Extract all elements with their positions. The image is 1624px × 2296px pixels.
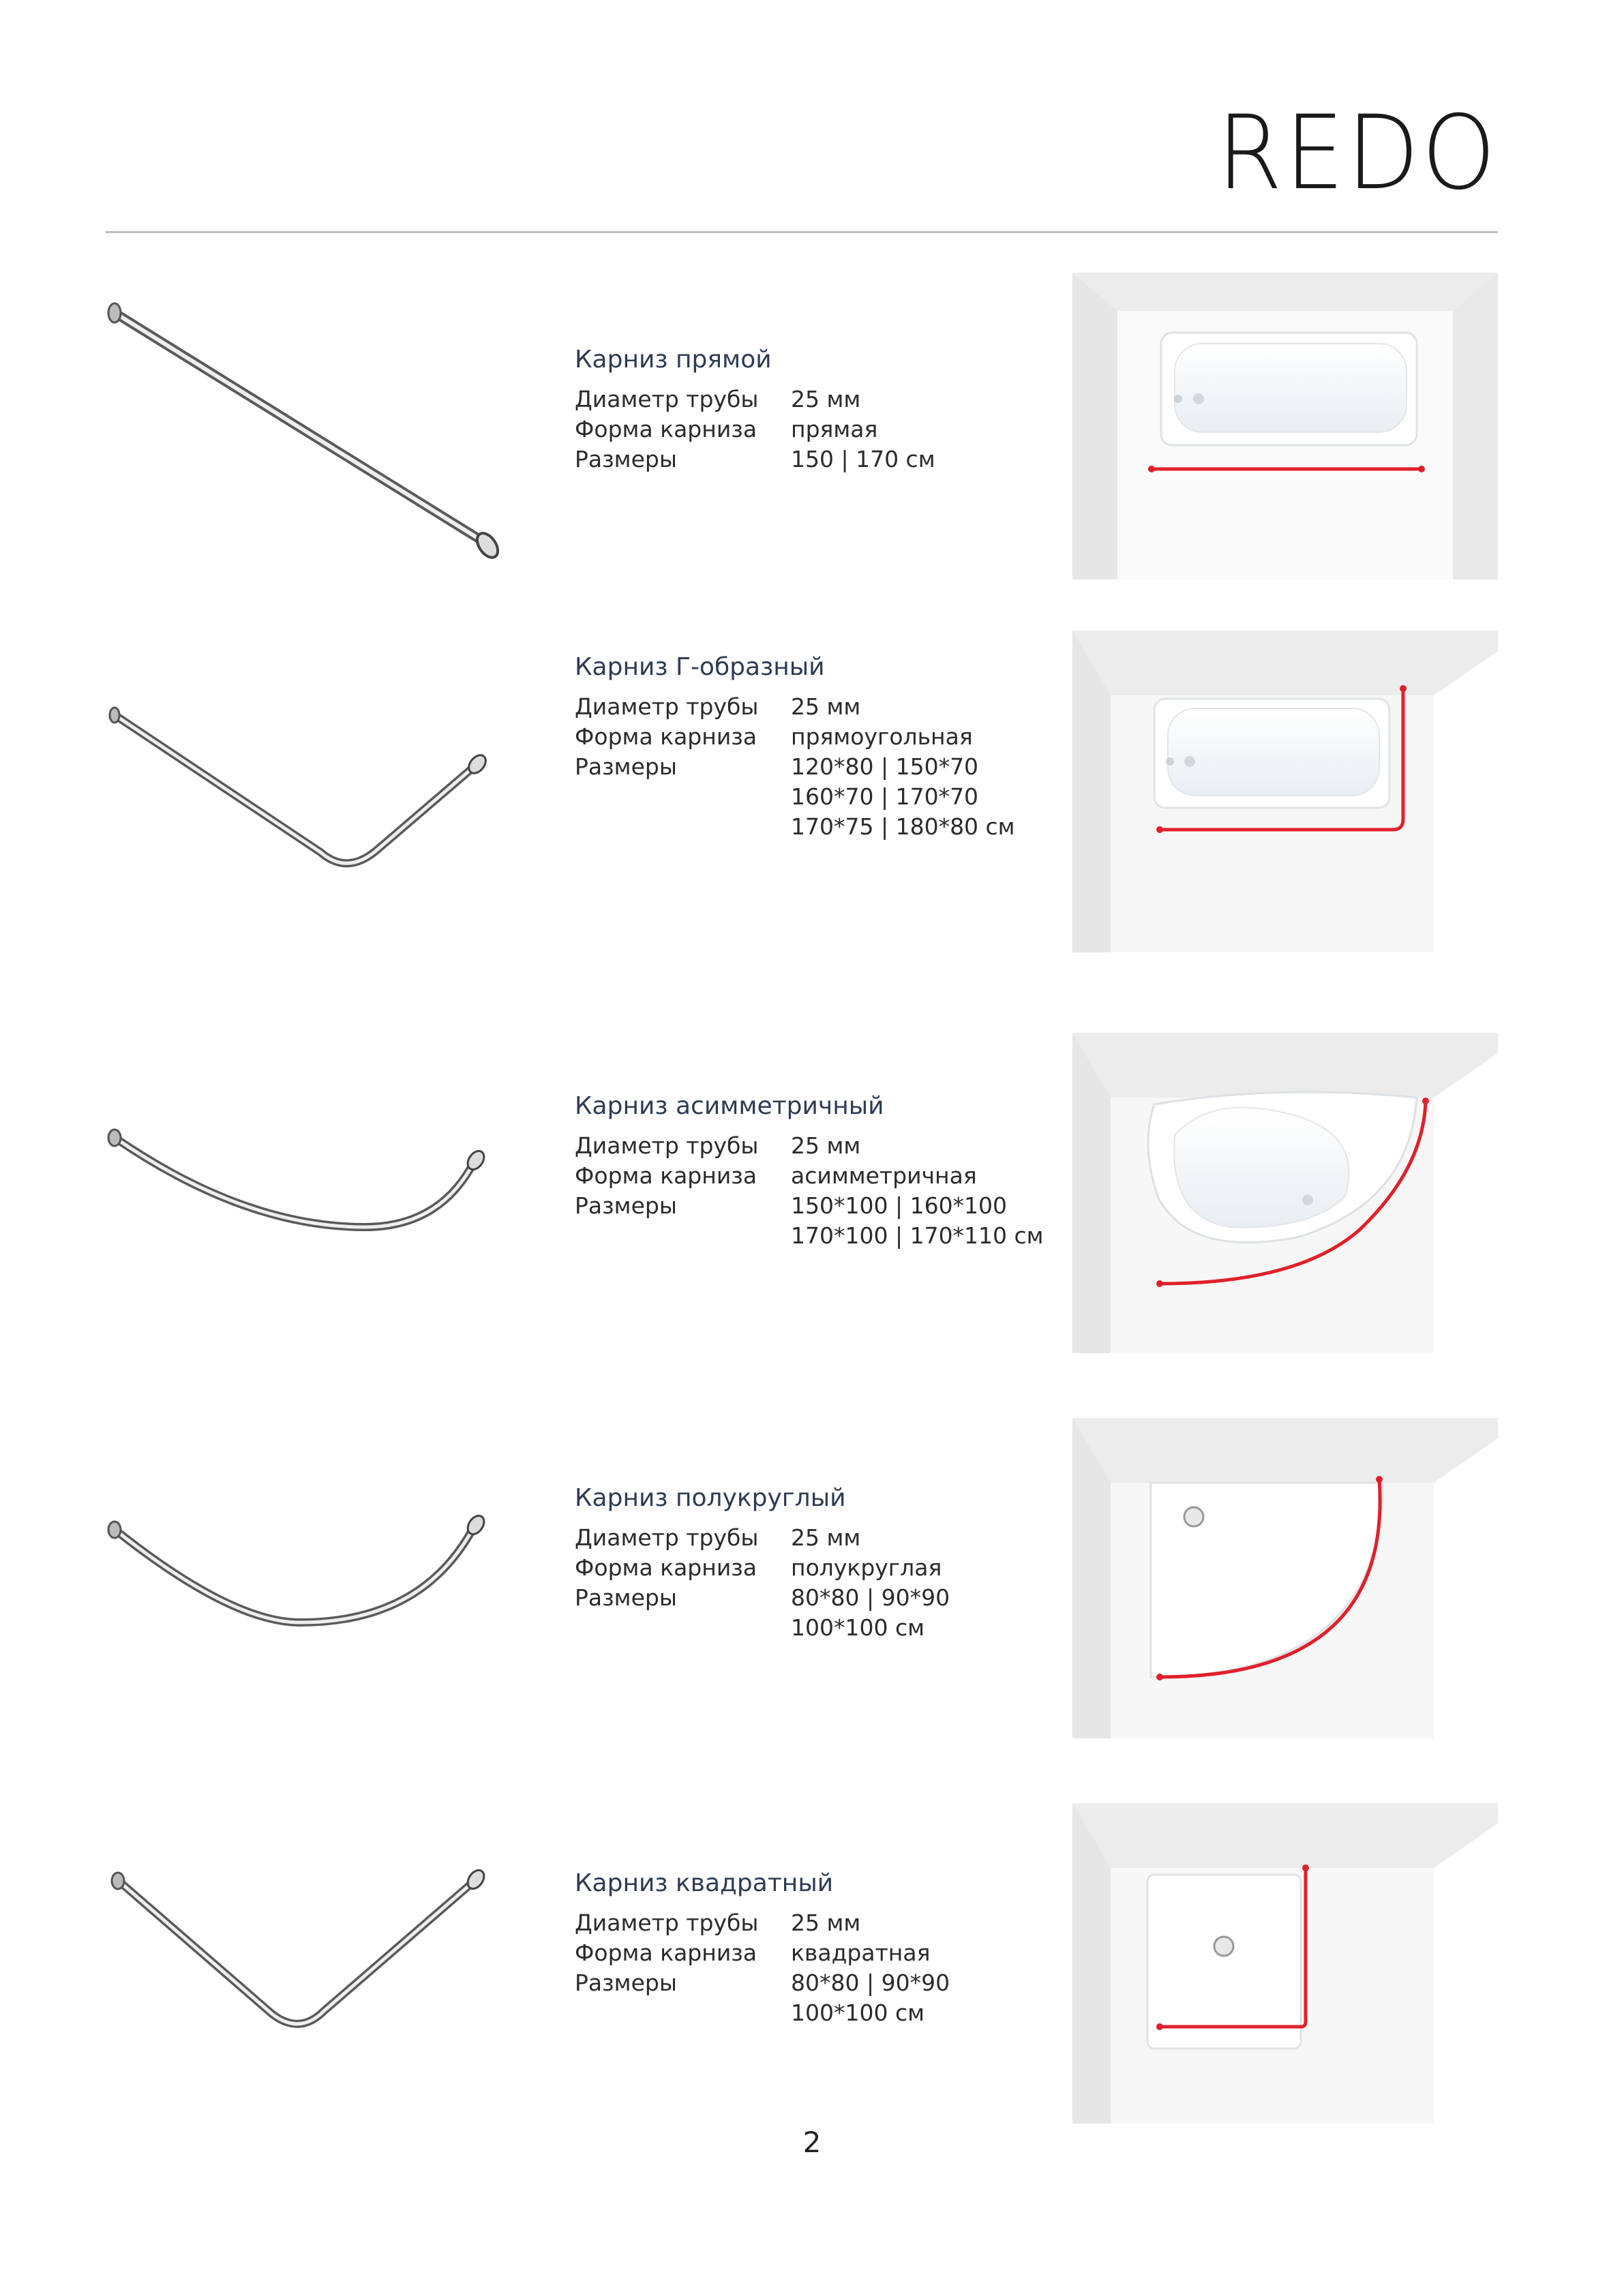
product-straight [0, 273, 1624, 627]
quarter-round-tray-plan [1072, 1418, 1498, 1738]
page-number: 2 [802, 2126, 822, 2159]
product-specs [575, 692, 1093, 842]
semicircular-rod-icon [95, 1479, 532, 1820]
spec-label-shape: Форма карниза [575, 416, 757, 442]
product-title: Карниз квадратный [575, 1869, 834, 1897]
spec-value-sizes: 80*80 | 90*90 [791, 1969, 950, 1996]
spec-value-sizes: 80*80 | 90*90 [791, 1584, 950, 1611]
product-specs [575, 1131, 1093, 1251]
spec-value-diameter: 25 мм [791, 386, 861, 412]
spec-label-sizes: Размеры [575, 1192, 677, 1219]
spec-label-shape: Форма карниза [575, 1554, 757, 1581]
spec-value-sizes: 120*80 | 150*70 [791, 753, 979, 780]
spec-value-diameter: 25 мм [791, 1909, 861, 1936]
spec-label-shape: Форма карниза [575, 723, 757, 750]
asymmetric-bath-plan [1072, 1033, 1498, 1353]
spec-value-shape: асимметричная [791, 1162, 977, 1189]
spec-label-diameter: Диаметр трубы [575, 1132, 759, 1159]
spec-label-sizes: Размеры [575, 446, 677, 472]
spec-value-shape: полукруглая [791, 1554, 942, 1581]
product-title: Карниз асимметричный [575, 1092, 884, 1120]
spec-value-sizes: 150 | 170 см [791, 446, 935, 472]
rectangular-bath-plan [1072, 273, 1498, 579]
spec-value-shape: прямая [791, 416, 878, 442]
spec-label-diameter: Диаметр трубы [575, 1909, 759, 1936]
product-l-shaped [0, 631, 1624, 985]
brand-logo: REDO [1217, 94, 1499, 213]
spec-value-sizes: 100*100 см [791, 1999, 925, 2026]
spec-value-diameter: 25 мм [791, 1524, 861, 1551]
spec-value-sizes: 170*75 | 180*80 см [791, 813, 1015, 840]
spec-value-sizes: 100*100 см [791, 1614, 925, 1641]
product-asymmetric [0, 1033, 1624, 1387]
asymmetric-rod-icon [95, 1094, 532, 1435]
product-specs [575, 384, 1093, 474]
spec-value-sizes: 170*100 | 170*110 см [791, 1222, 1044, 1249]
l-shaped-rod-icon [95, 692, 532, 1033]
product-square [0, 1803, 1624, 2158]
spec-value-shape: квадратная [791, 1939, 931, 1966]
product-title: Карниз прямой [575, 346, 772, 374]
spec-label-shape: Форма карниза [575, 1939, 757, 1966]
straight-rod-icon [95, 280, 532, 620]
spec-label-shape: Форма карниза [575, 1162, 757, 1189]
square-tray-plan [1072, 1803, 1498, 2124]
spec-label-sizes: Размеры [575, 753, 677, 780]
spec-value-diameter: 25 мм [791, 693, 861, 720]
spec-label-sizes: Размеры [575, 1969, 677, 1996]
product-specs [575, 1908, 1093, 2028]
product-semicircular [0, 1418, 1624, 1772]
product-title: Карниз Г-образный [575, 653, 825, 681]
header-divider [106, 231, 1498, 233]
spec-label-diameter: Диаметр трубы [575, 693, 759, 720]
spec-label-sizes: Размеры [575, 1584, 677, 1611]
rectangular-bath-corner-plan [1072, 631, 1498, 952]
spec-value-sizes: 150*100 | 160*100 [791, 1192, 1008, 1219]
spec-value-diameter: 25 мм [791, 1132, 861, 1159]
product-title: Карниз полукруглый [575, 1484, 846, 1512]
spec-label-diameter: Диаметр трубы [575, 1524, 759, 1551]
product-specs [575, 1523, 1093, 1643]
spec-label-diameter: Диаметр трубы [575, 386, 759, 412]
spec-value-shape: прямоугольная [791, 723, 973, 750]
spec-value-sizes: 160*70 | 170*70 [791, 783, 979, 810]
